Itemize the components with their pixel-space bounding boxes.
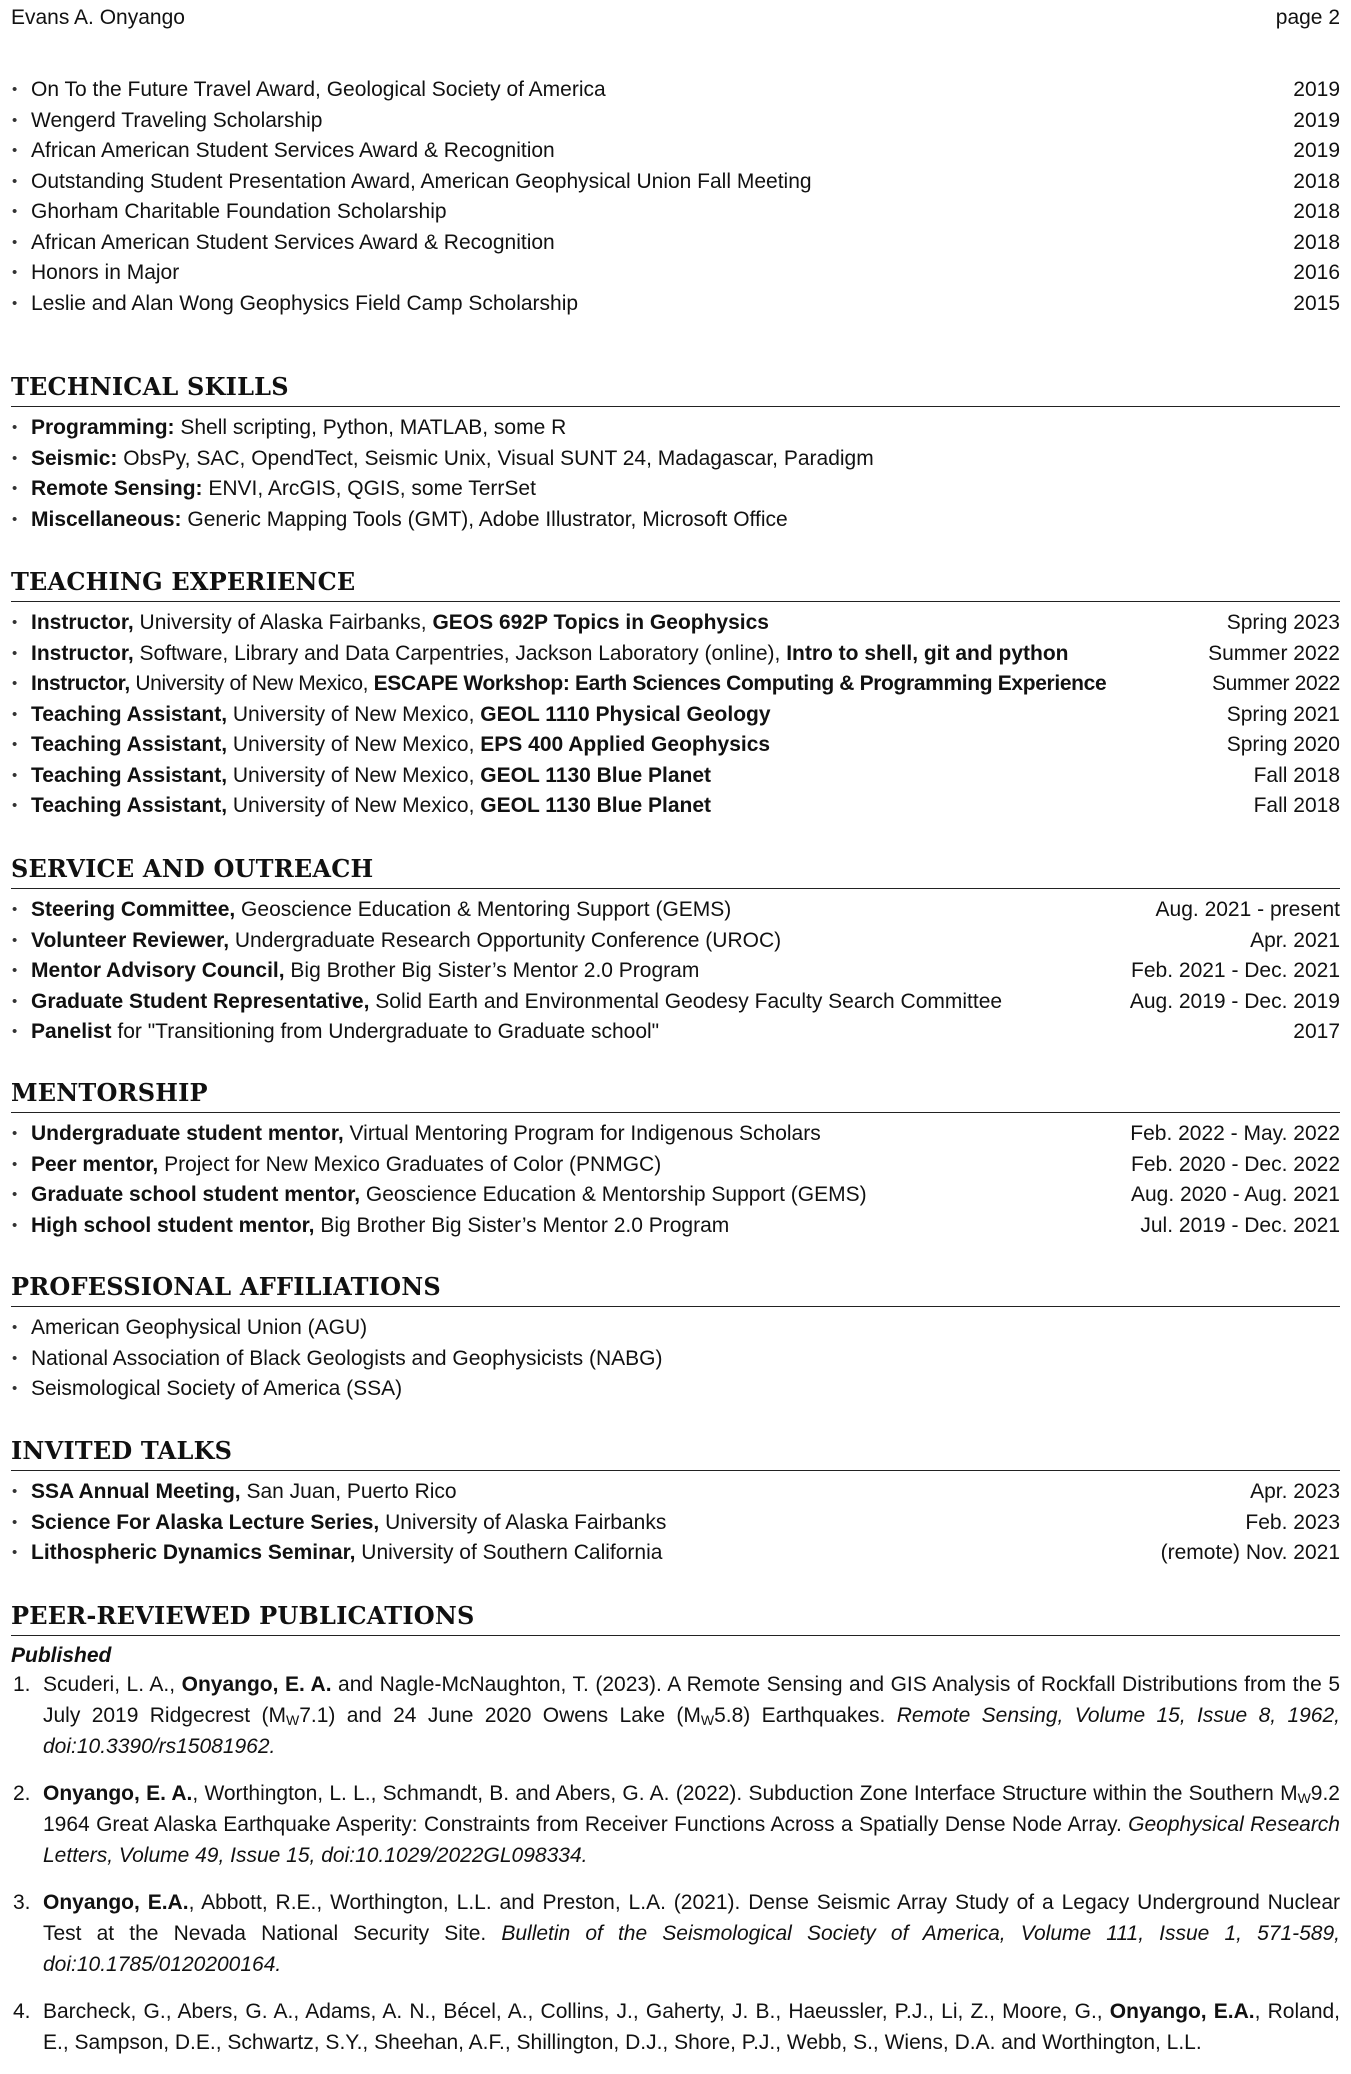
invited-talks-section bbox=[11, 1437, 1340, 1569]
list-item: • Teaching Assistant, University of New Mexico, EPS 400 Applied Geophysics Spring 2020 bbox=[11, 730, 1340, 761]
list-item: • Science For Alaska Lecture Series, University of Alaska Fairbanks Feb. 2023 bbox=[11, 1508, 1340, 1539]
section-title: TECHNICAL SKILLS bbox=[11, 373, 1340, 407]
award-date: 2018 bbox=[1287, 197, 1340, 228]
list-item: • Seismological Society of America (SSA) bbox=[11, 1374, 1340, 1405]
awards-list bbox=[11, 75, 1340, 319]
awards-section bbox=[11, 75, 1340, 319]
list-item: • Instructor, University of New Mexico, ESCAPE Workshop: Earth Sciences Computing & Programming Experience Summer 2022 bbox=[11, 669, 1340, 700]
award-date: 2015 bbox=[1287, 289, 1340, 320]
list-item: • Outstanding Student Presentation Award, American Geophysical Union Fall Meeting 2018 bbox=[11, 167, 1340, 198]
section-title: INVITED TALKS bbox=[11, 1437, 1340, 1471]
list-item: • Teaching Assistant, University of New Mexico, GEOL 1130 Blue Planet Fall 2018 bbox=[11, 761, 1340, 792]
mentorship-section bbox=[11, 1079, 1340, 1241]
affiliations-section bbox=[11, 1273, 1340, 1405]
section-title: MENTORSHIP bbox=[11, 1079, 1340, 1113]
list-item: • Volunteer Reviewer, Undergraduate Research Opportunity Conference (UROC) Apr. 2021 bbox=[11, 926, 1340, 957]
list-item: • SSA Annual Meeting, San Juan, Puerto Rico Apr. 2023 bbox=[11, 1477, 1340, 1508]
section-title: PROFESSIONAL AFFILIATIONS bbox=[11, 1273, 1340, 1307]
list-item: • Remote Sensing: ENVI, ArcGIS, QGIS, some TerrSet bbox=[11, 474, 1340, 505]
author-name: Evans A. Onyango bbox=[11, 6, 185, 29]
list-item: • Seismic: ObsPy, SAC, OpendTect, Seismic Unix, Visual SUNT 24, Madagascar, Paradigm bbox=[11, 444, 1340, 475]
section-title: SERVICE AND OUTREACH bbox=[11, 855, 1340, 889]
award-date: 2018 bbox=[1287, 167, 1340, 198]
award-date: 2019 bbox=[1287, 106, 1340, 137]
running-header bbox=[11, 6, 1340, 36]
award-date: 2019 bbox=[1287, 75, 1340, 106]
list-item: • Honors in Major 2016 bbox=[11, 258, 1340, 289]
list-item: • Programming: Shell scripting, Python, MATLAB, some R bbox=[11, 413, 1340, 444]
subheading-published: Published bbox=[11, 1644, 112, 1667]
list-item: • American Geophysical Union (AGU) bbox=[11, 1313, 1340, 1344]
award-date: 2018 bbox=[1287, 228, 1340, 259]
section-title: PEER-REVIEWED PUBLICATIONS bbox=[11, 1602, 1340, 1636]
list-item: • On To the Future Travel Award, Geological Society of America 2019 bbox=[11, 75, 1340, 106]
list-item: • High school student mentor, Big Brother Big Sister’s Mentor 2.0 Program Jul. 2019 - Dec. 2021 bbox=[11, 1211, 1340, 1242]
list-item: • Ghorham Charitable Foundation Scholarship 2018 bbox=[11, 197, 1340, 228]
page-number: page 2 bbox=[1275, 6, 1340, 29]
list-item: • African American Student Services Award & Recognition 2018 bbox=[11, 228, 1340, 259]
award-date: 2019 bbox=[1287, 136, 1340, 167]
list-item: • Steering Committee, Geoscience Education & Mentoring Support (GEMS) Aug. 2021 - present bbox=[11, 895, 1340, 926]
publication-entry: 4. Barcheck, G., Abers, G. A., Adams, A. N., Bécel, A., Collins, J., Gaherty, J. B., Haeussler, P.J., Li, Z., Moore, G., Onyango, E.A., Roland, E., Sampson, D.E., Schwartz, S.Y., Sheehan, A.F., Shillington, D.J., Shore, P.J., Webb, S., Wiens, D.A. and Worthington, L.L. bbox=[13, 2000, 1341, 2054]
list-item: • National Association of Black Geologists and Geophysicists (NABG) bbox=[11, 1344, 1340, 1375]
list-item: • Undergraduate student mentor, Virtual Mentoring Program for Indigenous Scholars Feb. 2022 - May. 2022 bbox=[11, 1119, 1340, 1150]
award-date: 2016 bbox=[1287, 258, 1340, 289]
list-item: • Graduate Student Representative, Solid Earth and Environmental Geodesy Faculty Search Committee Aug. 2019 - Dec. 2019 bbox=[11, 987, 1340, 1018]
list-item: • Peer mentor, Project for New Mexico Graduates of Color (PNMGC) Feb. 2020 - Dec. 2022 bbox=[11, 1150, 1340, 1181]
list-item: • Instructor, Software, Library and Data Carpentries, Jackson Laboratory (online), Intro to shell, git and python Summer 2022 bbox=[11, 639, 1340, 670]
list-item: • Miscellaneous: Generic Mapping Tools (GMT), Adobe Illustrator, Microsoft Office bbox=[11, 505, 1340, 536]
list-item: • Teaching Assistant, University of New Mexico, GEOL 1130 Blue Planet Fall 2018 bbox=[11, 791, 1340, 822]
publications-section bbox=[11, 1602, 1340, 2074]
publication-entry: 2. Onyango, E. A., Worthington, L. L., Schmandt, B. and Abers, G. A. (2022). Subduction Zone Interface Structure within the Southern $M_W9.2$ 1964 Great Alaska Earthquake Asperity: Constraints from Receiver Functions Across a Spatially Dense Node Array. Geophysical Research Letters, Volume 49, Issue 15, doi:10.1029/2022GL098334. bbox=[13, 1782, 1340, 1867]
section-title: TEACHING EXPERIENCE bbox=[11, 568, 1340, 602]
publication-entry: 3. Onyango, E.A., Abbott, R.E., Worthington, L.L. and Preston, L.A. (2021). Dense Seismic Array Study of a Legacy Underground Nuclear Test at the Nevada National Security Site. Bulletin of the Seismological Society of America, Volume 111, Issue 1, 571-589, doi:10.1785/0120200164. bbox=[13, 1891, 1340, 1976]
list-item: • African American Student Services Award & Recognition 2019 bbox=[11, 136, 1340, 167]
list-item: • Teaching Assistant, University of New Mexico, GEOL 1110 Physical Geology Spring 2021 bbox=[11, 700, 1340, 731]
list-item: • Lithospheric Dynamics Seminar, University of Southern California (remote) Nov. 2021 bbox=[11, 1538, 1340, 1569]
list-item: • Leslie and Alan Wong Geophysics Field Camp Scholarship 2015 bbox=[11, 289, 1340, 320]
list-item: • Panelist for "Transitioning from Undergraduate to Graduate school" 2017 bbox=[11, 1017, 1340, 1048]
list-item: • Mentor Advisory Council, Big Brother Big Sister’s Mentor 2.0 Program Feb. 2021 - Dec. 2021 bbox=[11, 956, 1340, 987]
list-item: • Instructor, University of Alaska Fairbanks, GEOS 692P Topics in Geophysics Spring 2023 bbox=[11, 608, 1340, 639]
list-item: • Wengerd Traveling Scholarship 2019 bbox=[11, 106, 1340, 137]
list-item: • Graduate school student mentor, Geoscience Education & Mentorship Support (GEMS) Aug. 2020 - Aug. 2021 bbox=[11, 1180, 1340, 1211]
publication-entry: 1. Scuderi, L. A., Onyango, E. A. and Nagle-McNaughton, T. (2023). A Remote Sensing and GIS Analysis of Rockfall Distributions from the 5 July 2019 Ridgecrest $(M_W7.1)$ and 24 June 2020 Owens Lake $(M_W5.8)$ Earthquakes. Remote Sensing, Volume 15, Issue 8, 1962, doi:10.3390/rs15081962. bbox=[13, 1673, 1341, 1758]
service-section bbox=[11, 855, 1340, 1048]
technical-skills-section bbox=[11, 373, 1340, 535]
teaching-section bbox=[11, 568, 1340, 822]
